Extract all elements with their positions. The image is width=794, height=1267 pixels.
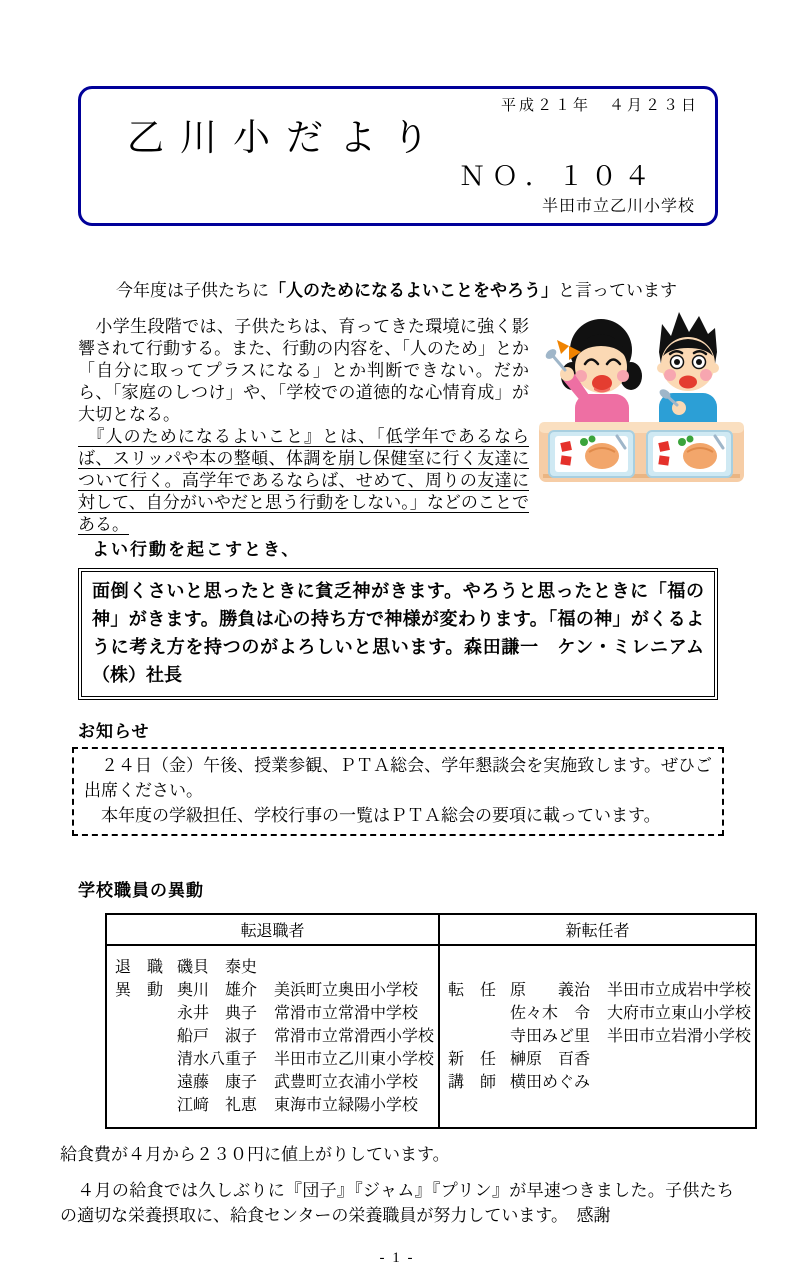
table-row: 異 動 奥川 雄介 美浜町立奥田小学校 bbox=[115, 982, 419, 999]
article-paragraph-2-underlined: 『人のためになるよいこと』とは、「低学年であるならば、スリッパや本の整頓、体調を崩し保健室に行く友達について行く。高学年であるならば、せめて、周りの友達に対して、自分がいやだと思う行動をしない。」などのことである。 bbox=[78, 427, 529, 534]
issue-number: ＮＯ．１０４ bbox=[459, 162, 658, 191]
lead-suffix: と言っています bbox=[558, 281, 677, 300]
lead-sentence bbox=[78, 276, 718, 301]
school-name: 半田市立乙川小学校 bbox=[541, 198, 695, 215]
issue-date: 平成２１年 ４月２３日 bbox=[500, 98, 699, 114]
article-lead-in-bold: よい行動を起こすとき、 bbox=[92, 540, 301, 559]
quote-box: 面倒くさいと思ったときに貧乏神がきます。やろうと思ったときに「福の神」がきます。勝負は心の持ち方で神様が変わります。「福の神」がくるように考え方を持つのがよろしいと思います。森田謙一 ケン・ミレニアム（株）社長 bbox=[78, 568, 718, 700]
newsletter-title: 乙川小だより bbox=[127, 118, 445, 159]
notice-line-1: ２４日（金）午後、授業参観、ＰＴＡ総会、学年懇談会を実施致します。ぜひご出席ください。 bbox=[84, 756, 712, 800]
staff-changes-heading: 学校職員の異動 bbox=[78, 881, 204, 900]
table-header-row bbox=[106, 914, 756, 945]
lunch-fee-line: 給食費が４月から２３０円に値上がりしています。 bbox=[60, 1145, 450, 1164]
main-article bbox=[78, 316, 718, 561]
staff-changes-table bbox=[105, 913, 757, 1129]
lead-prefix: 今年度は子供たちに bbox=[116, 281, 269, 300]
incoming-staff-cell bbox=[439, 945, 756, 1128]
newsletter-content bbox=[78, 86, 752, 1129]
table-row: 遠藤 康子 武豊町立衣浦小学校 bbox=[177, 1074, 419, 1091]
table-row: 新 任 榊原 百香 bbox=[448, 1051, 591, 1068]
table-row: 寺田みど里 半田市立岩滑小学校 bbox=[510, 1028, 752, 1045]
table-row bbox=[448, 954, 751, 977]
table-row: 佐々木 令 大府市立東山小学校 bbox=[510, 1005, 752, 1022]
table-row: 退 職 磯貝 泰史 bbox=[115, 959, 258, 976]
article-paragraph-1: 小学生段階では、子供たちは、育ってきた環境に強く影響されて行動する。また、行動の内容を、「人のため」とか「自分に取ってプラスになる」とか判断できない。だから、「家庭のしつけ」や、「学校での道徳的な心情育成」が大切となる。 bbox=[78, 317, 529, 424]
lunch-tray-right bbox=[647, 431, 732, 477]
page-number: - 1 - bbox=[379, 1250, 415, 1266]
lead-slogan: 「人のためになるよいことをやろう」 bbox=[269, 281, 558, 300]
column-header-incoming: 新転任者 bbox=[439, 914, 756, 945]
table-row: 江﨑 礼恵 東海市立緑陽小学校 bbox=[177, 1097, 419, 1114]
notice-line-2: 本年度の学級担任、学校行事の一覧はＰＴＡ総会の要項に載っています。 bbox=[84, 806, 661, 825]
table-row: 船戸 淑子 常滑市立常滑西小学校 bbox=[177, 1028, 435, 1045]
lunch-menu-line: ４月の給食では久しぶりに『団子』『ジャム』『プリン』が早速つきました。子供たちの適切な栄養摂取に、給食センターの栄養職員が努力しています。 感謝 bbox=[60, 1181, 734, 1225]
table-row: 清水八重子 半田市立乙川東小学校 bbox=[177, 1051, 435, 1068]
table-row: 転 任 原 義治 半田市立成岩中学校 bbox=[448, 982, 752, 999]
notice-heading: お知らせ bbox=[78, 722, 150, 741]
table-row: 講 師 横田めぐみ bbox=[448, 1074, 591, 1091]
children-eating-illustration bbox=[539, 304, 744, 500]
table-row: 永井 典子 常滑市立常滑中学校 bbox=[177, 1005, 419, 1022]
masthead-box bbox=[78, 86, 718, 226]
column-header-departing: 転退職者 bbox=[106, 914, 439, 945]
lunch-tray-left bbox=[549, 431, 634, 477]
departing-staff-cell bbox=[106, 945, 439, 1128]
notice-box bbox=[72, 747, 724, 836]
